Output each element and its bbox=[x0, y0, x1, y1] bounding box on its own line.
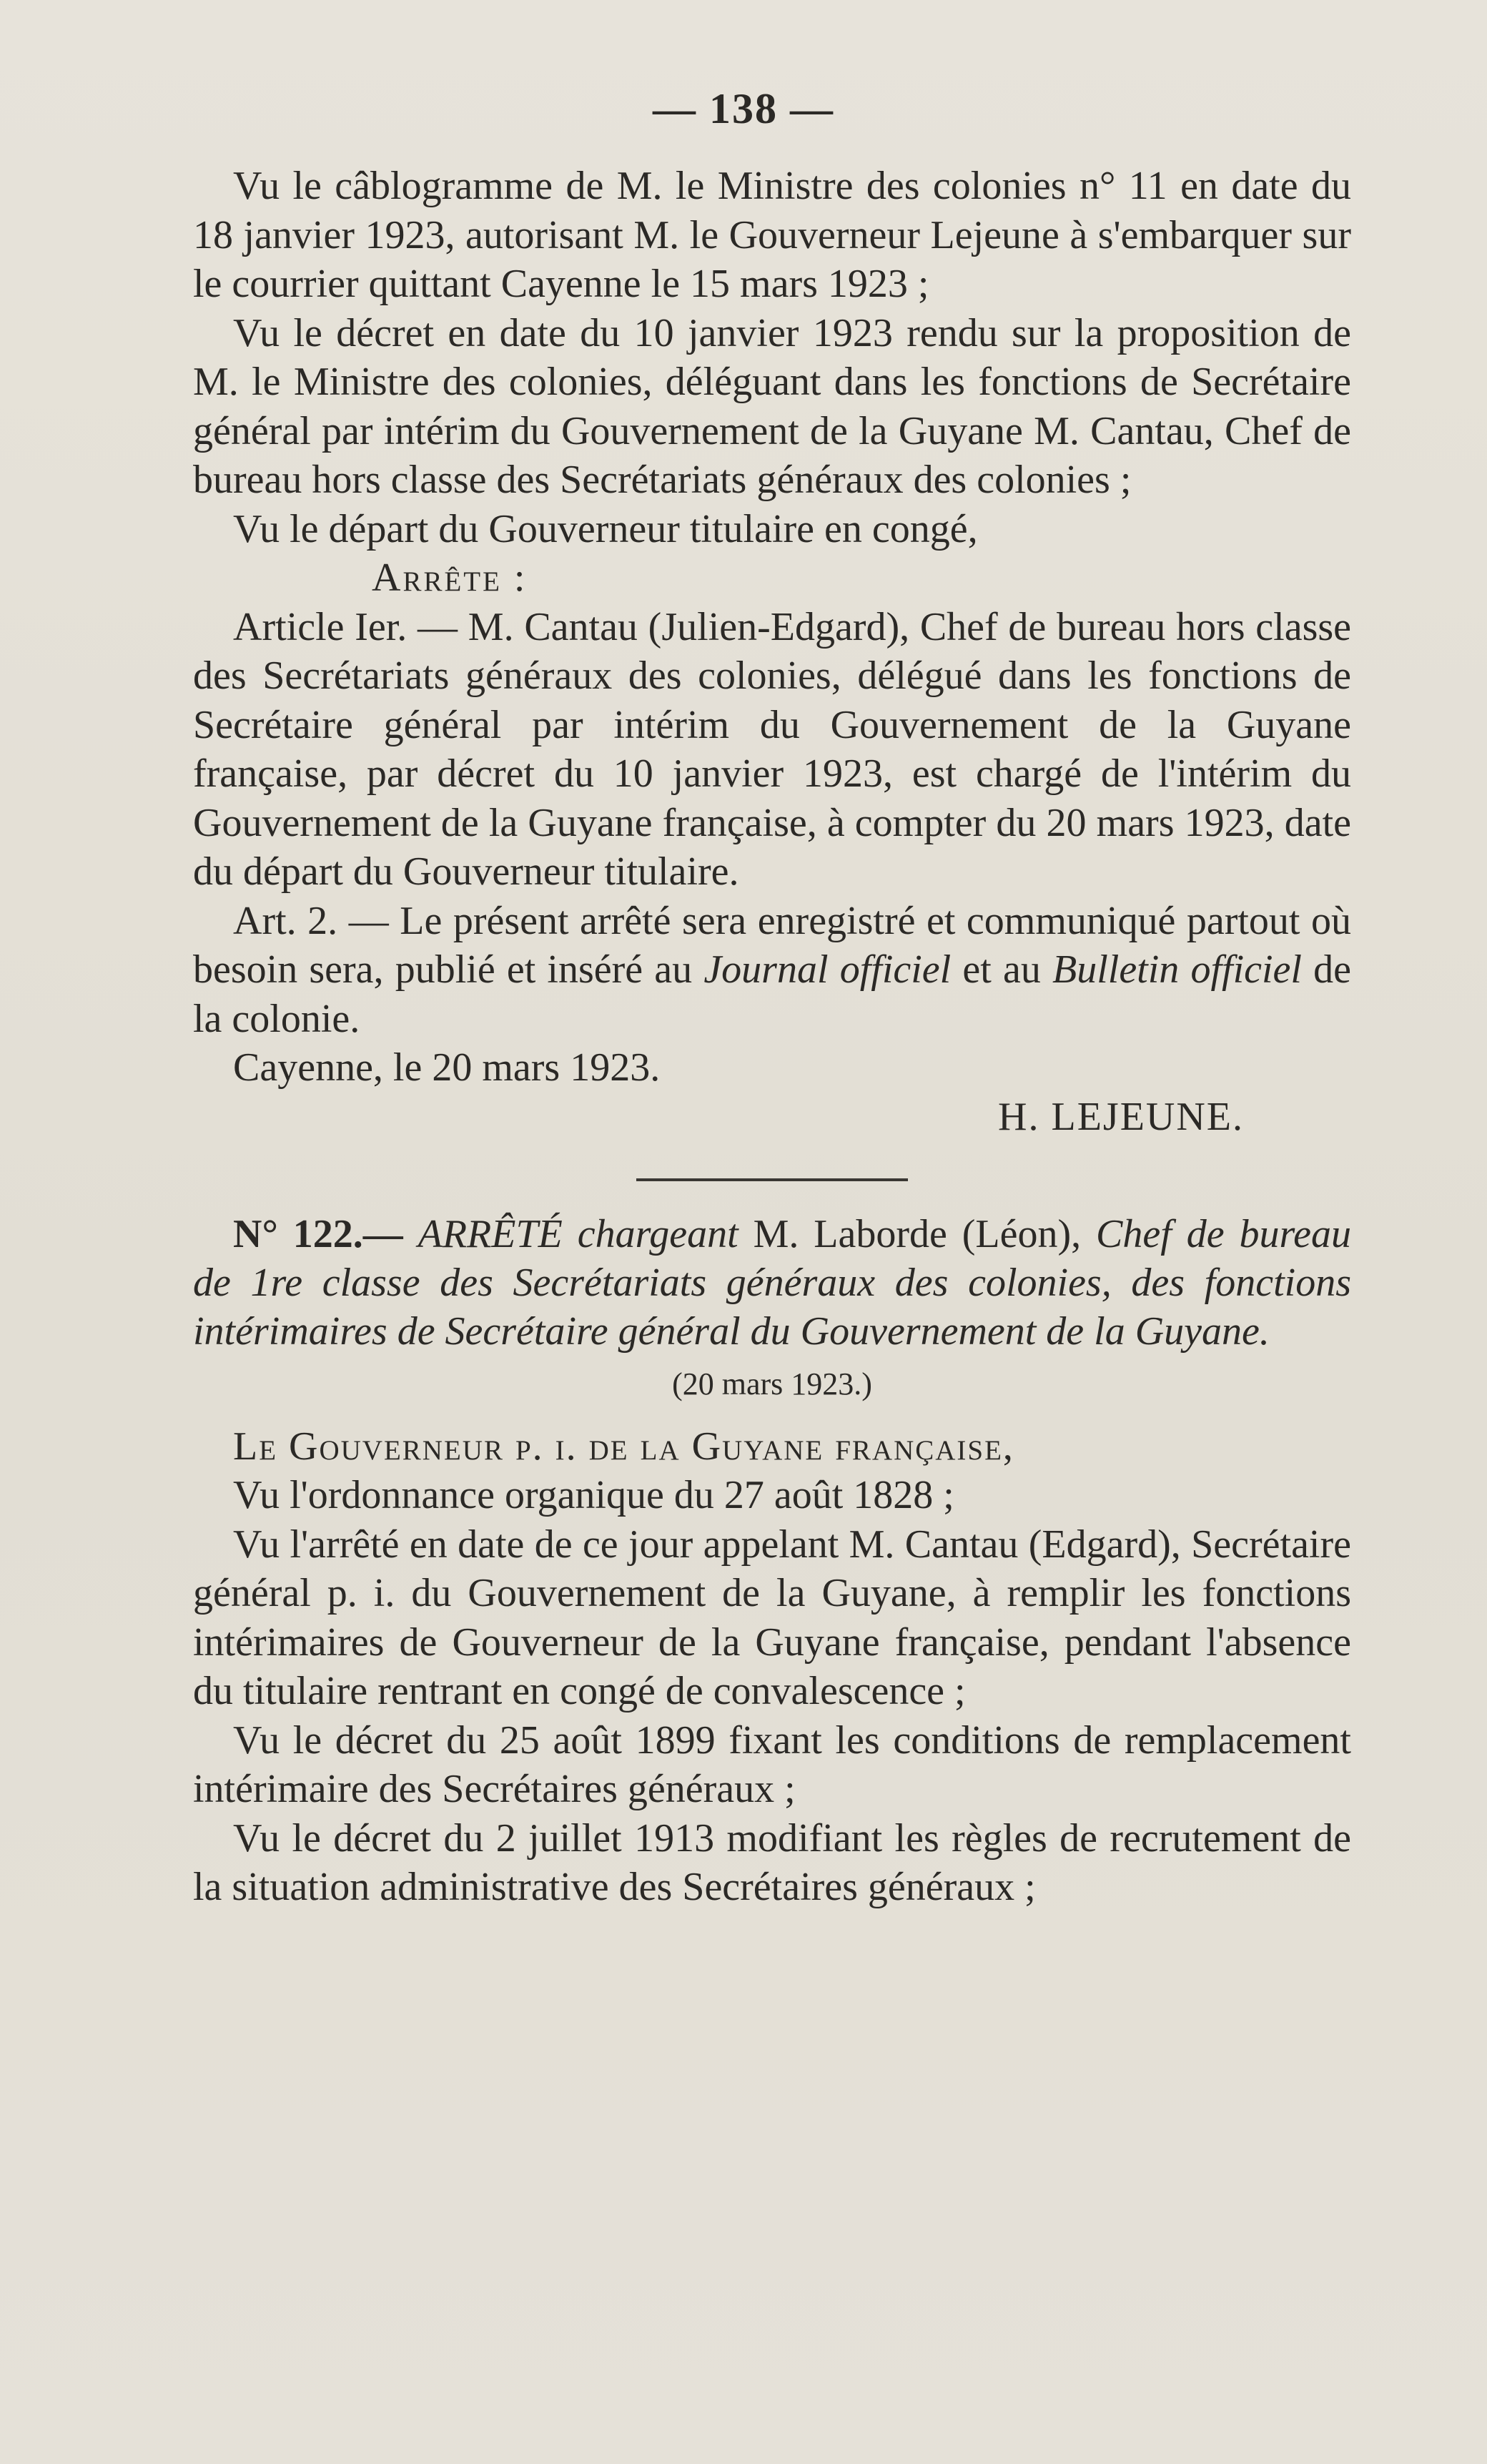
signature: H. LEJEUNE. bbox=[998, 1094, 1244, 1139]
article-2-text-after: de la colonie. bbox=[193, 947, 1351, 1041]
article-2-text-mid: et au bbox=[962, 947, 1041, 992]
document-body bbox=[193, 162, 1351, 1912]
preamble-paragraph-1: Vu le câblogramme de M. le Ministre des colonies n° 11 en date du 18 janvier 1923, autorisant M. le Gouverneur Lejeune à s'embarquer sur le courrier quittant Cayenne le 15 mars 1923 ; bbox=[193, 164, 1351, 306]
article-1-text: M. Cantau (Julien-Edgard), Chef de bureau hors classe des Secrétariats généraux des colonies, délégué dans les fonctions de Secrétaire général par intérim du Gouvernement de la Guyane française, par décret du 10 janvier 1923, est chargé de l'intérim du Gouvernement de la Guyane française, à compter du 20 mars 1923, date du départ du Gouverneur titulaire. bbox=[193, 604, 1352, 894]
article-2-text-before: Le présent arrêté sera enregistré et communiqué partout où besoin sera, publié et inséré au bbox=[193, 898, 1351, 992]
decree-subject-italic: Chef de bureau de 1re classe des Secrétariats généraux des colonies, des fonctions intérimaires de Secrétaire général du Gouvernement de la Guyane. bbox=[193, 1212, 1352, 1354]
article-1 bbox=[193, 603, 1351, 897]
place-date: Cayenne, le 20 mars 1923. bbox=[233, 1045, 661, 1090]
bulletin-officiel: Bulletin officiel bbox=[1052, 947, 1302, 992]
journal-officiel: Journal officiel bbox=[703, 947, 952, 992]
decree-date: (20 mars 1923.) bbox=[672, 1366, 872, 1401]
article-2 bbox=[193, 897, 1351, 1044]
consideration-1: Vu l'ordonnance organique du 27 août 1828 ; bbox=[233, 1473, 954, 1517]
article-1-label: Article Ier. — bbox=[233, 604, 458, 649]
consideration-2: Vu l'arrêté en date de ce jour appelant M. Cantau (Edgard), Secrétaire général p. i. du Gouvernement de la Guyane, à remplir les fonctions intérimaires de Gouverneur de la Guyane française, pendant l'absence du titulaire rentrant en congé de convalescence ; bbox=[193, 1522, 1351, 1713]
preamble-paragraph-2: Vu le décret en date du 10 janvier 1923 rendu sur la proposition de M. le Ministre des colonies, déléguant dans les fonctions de Secrétaire général par intérim du Gouvernement de la Guyane M. Cantau, Chef de bureau hors classe des Secrétariats généraux des colonies ; bbox=[193, 310, 1351, 502]
page-number: — 138 — bbox=[653, 85, 834, 132]
governor-line: Le Gouverneur p. i. de la Guyane française, bbox=[233, 1424, 1014, 1469]
article-2-label: Art. 2. — bbox=[233, 898, 389, 943]
decree-title bbox=[193, 1210, 1351, 1356]
decree-subject-plain: M. Laborde (Léon), bbox=[753, 1212, 1082, 1256]
section-divider bbox=[636, 1178, 908, 1181]
preamble-paragraph-3: Vu le départ du Gouverneur titulaire en congé, bbox=[233, 506, 978, 551]
consideration-4: Vu le décret du 2 juillet 1913 modifiant les règles de recrutement de la situation administrative des Secrétaires généraux ; bbox=[193, 1815, 1351, 1909]
decree-number: N° 122.— bbox=[233, 1212, 403, 1256]
consideration-3: Vu le décret du 25 août 1899 fixant les conditions de remplacement intérimaire des Secrétaires généraux ; bbox=[193, 1718, 1351, 1811]
decree-arrete-word: ARRÊTÉ chargeant bbox=[418, 1212, 738, 1256]
arrete-heading: Arrête : bbox=[372, 556, 528, 600]
